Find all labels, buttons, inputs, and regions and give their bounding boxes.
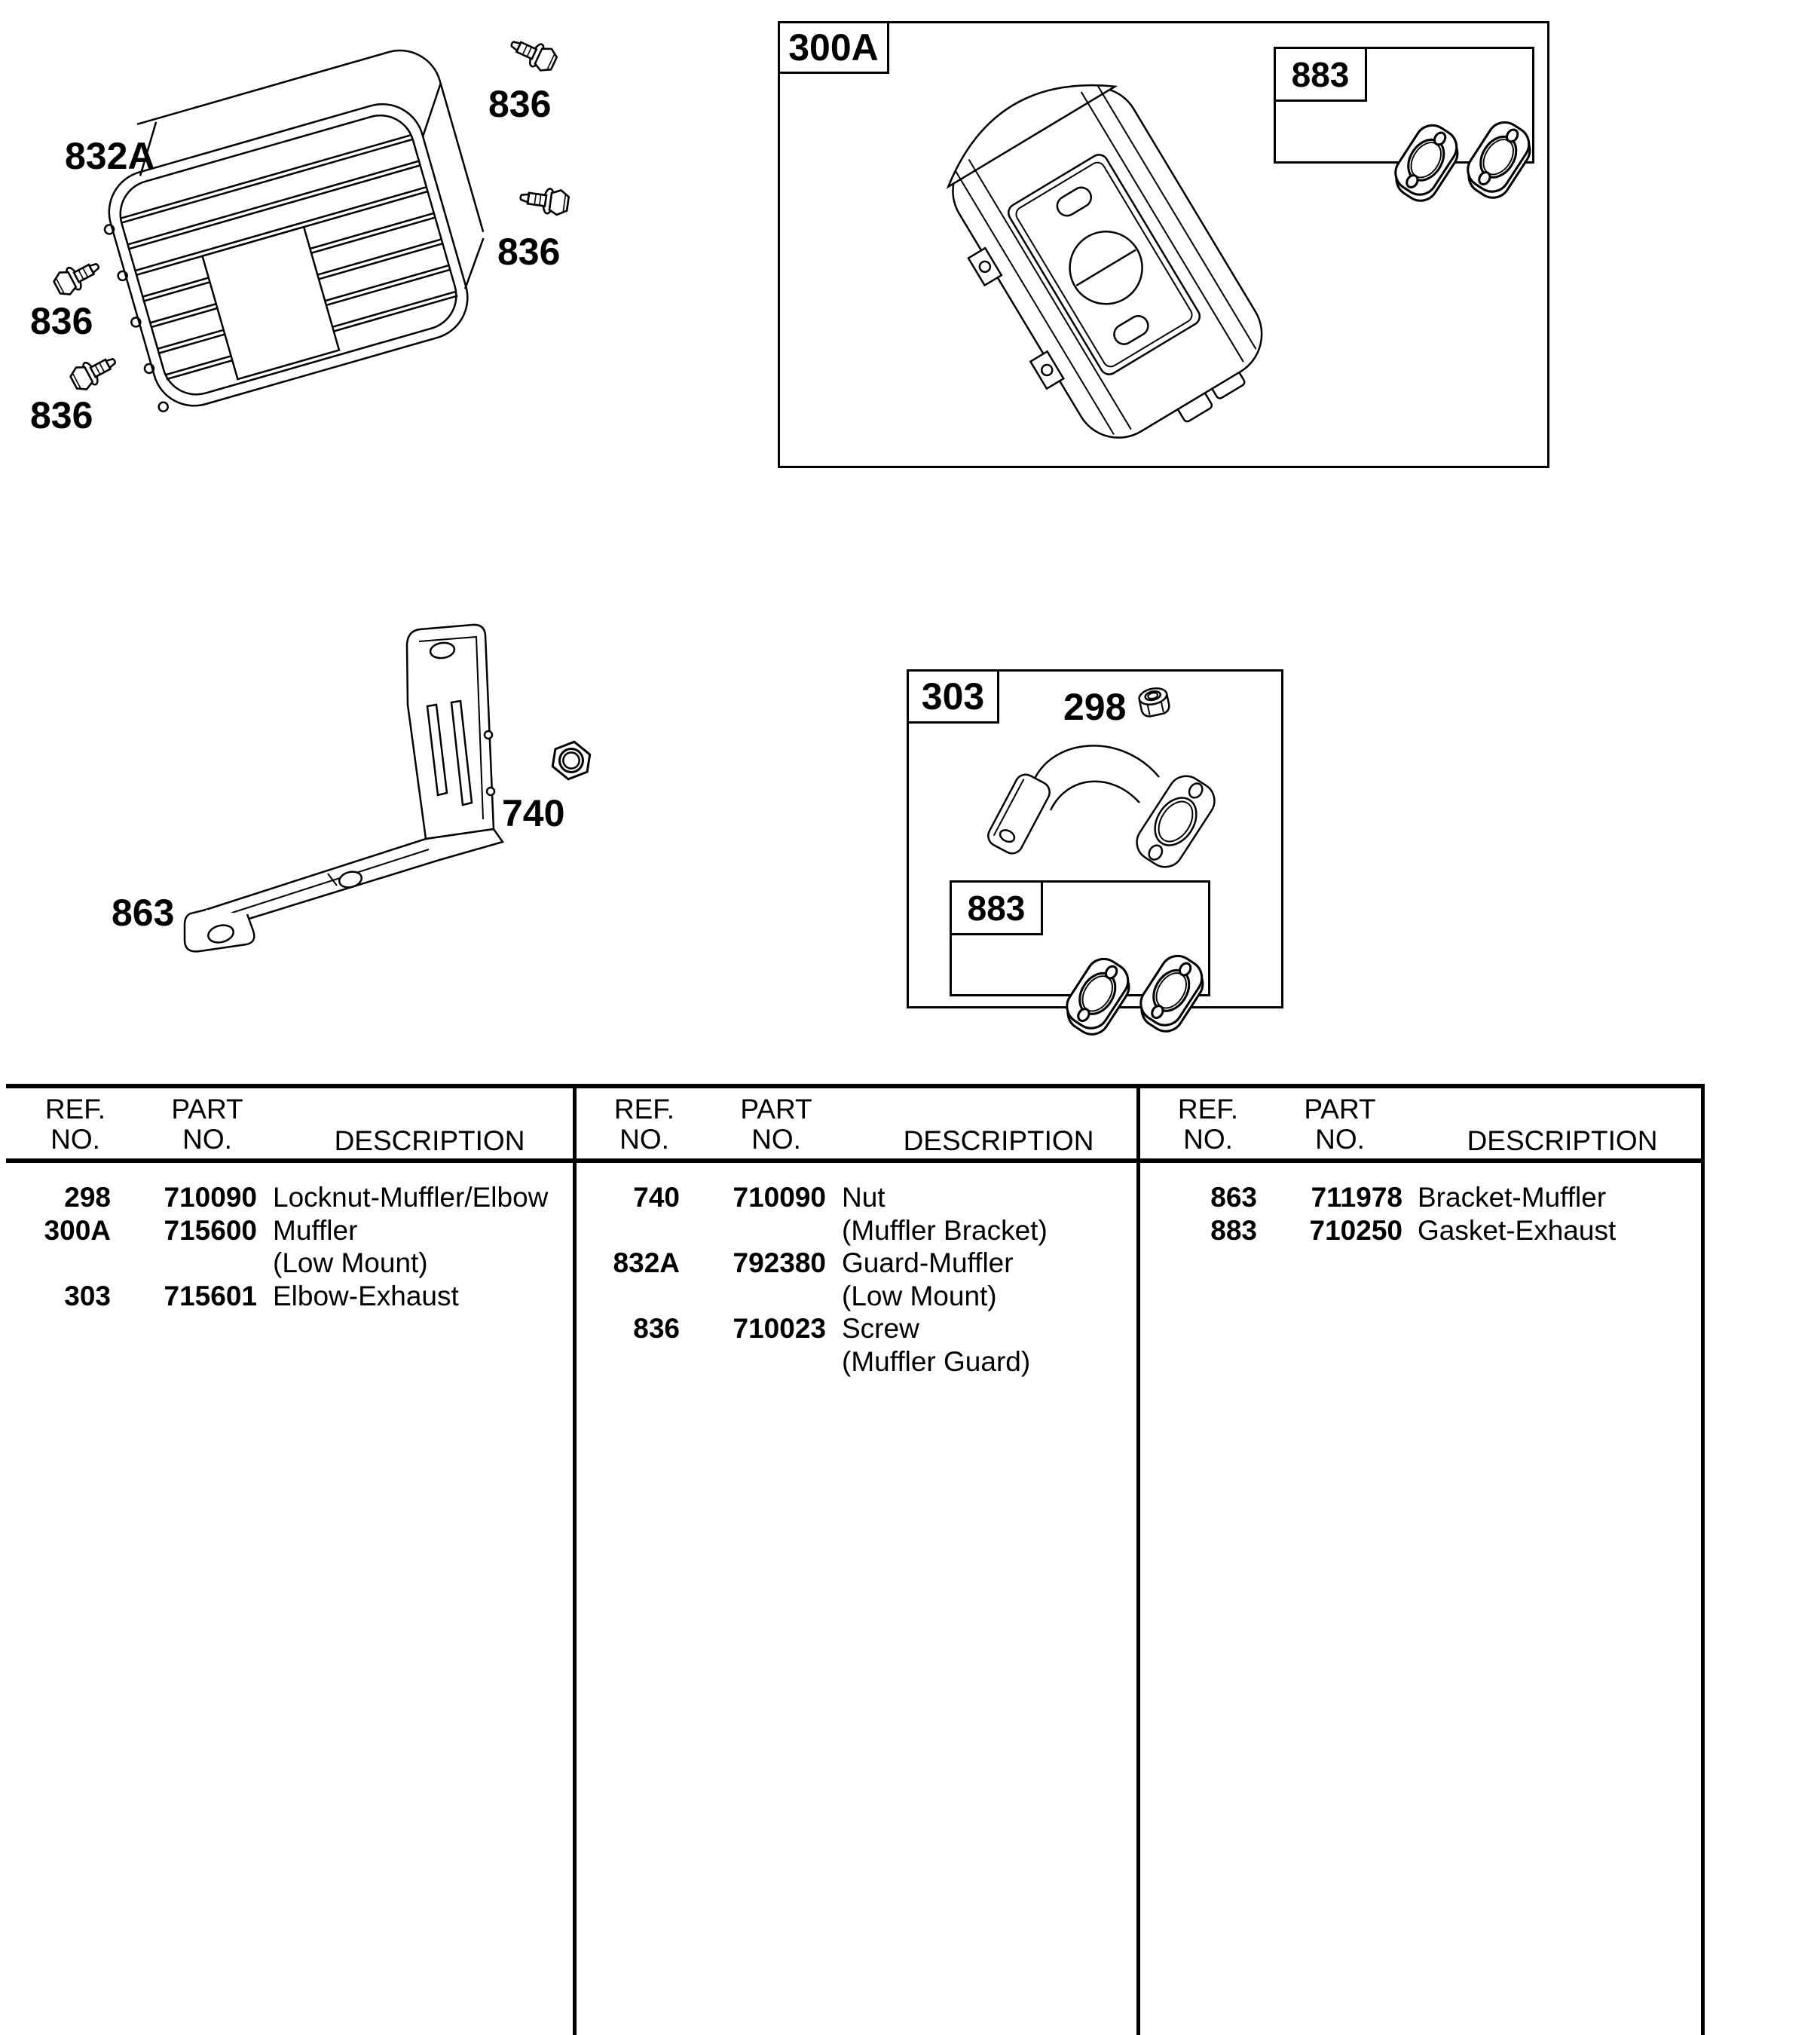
table-row	[1140, 1215, 1701, 1247]
cell-part-no: 711978	[1311, 1182, 1402, 1213]
cell-description: Nut	[842, 1182, 886, 1213]
cell-ref-no: 298	[64, 1182, 111, 1213]
column-header-ref: REF. NO.	[1177, 1094, 1239, 1155]
cell-description: Guard-Muffler	[842, 1247, 1014, 1278]
table-row	[577, 1182, 1136, 1214]
cell-description: Screw	[842, 1313, 919, 1344]
cell-description: (Muffler Bracket)	[842, 1214, 1048, 1246]
callout-screw-3: 836	[30, 300, 93, 342]
screw-icon	[501, 28, 564, 79]
table-header-section-1	[8, 1094, 573, 1162]
table-right-border	[1701, 1084, 1705, 2035]
cell-description: Elbow-Exhaust	[273, 1280, 459, 1311]
callout-bracket: 863	[112, 892, 175, 934]
cell-ref-no: 883	[1210, 1214, 1257, 1246]
table-header-section-2	[577, 1094, 1136, 1162]
cell-ref-no: 303	[64, 1280, 111, 1311]
table-row	[577, 1215, 1136, 1247]
callout-gasket-box-upper: 883	[1274, 47, 1367, 102]
table-section-2	[577, 1182, 1136, 2033]
cell-part-no: 710250	[1309, 1214, 1402, 1246]
column-header-description: DESCRIPTION	[1467, 1125, 1658, 1156]
cell-description: (Low Mount)	[842, 1280, 997, 1311]
column-header-part: PART NO.	[740, 1094, 812, 1155]
callout-elbow-box: 303	[907, 669, 999, 724]
cell-description: Bracket-Muffler	[1418, 1182, 1607, 1213]
cell-part-no: 715601	[164, 1280, 257, 1311]
cell-ref-no: 836	[633, 1313, 680, 1344]
table-top-rule	[6, 1084, 1703, 1088]
table-row	[577, 1313, 1136, 1345]
table-row	[1140, 1182, 1701, 1214]
cell-description: Gasket-Exhaust	[1418, 1214, 1617, 1246]
callout-guard: 832A	[65, 135, 155, 177]
column-header-part: PART NO.	[171, 1094, 243, 1155]
cell-part-no: 715600	[164, 1214, 257, 1246]
column-header-part: PART NO.	[1304, 1094, 1376, 1155]
muffler-guard-drawing	[72, 8, 482, 430]
callout-locknut: 298	[1063, 686, 1127, 728]
gasket-box-upper	[1274, 47, 1534, 164]
cell-ref-no: 863	[1210, 1182, 1257, 1213]
table-row	[577, 1281, 1136, 1313]
muffler-drawing	[893, 61, 1315, 466]
callout-gasket-box-lower: 883	[950, 880, 1043, 935]
cell-description: (Low Mount)	[273, 1247, 428, 1278]
cell-part-no: 710090	[733, 1182, 826, 1213]
table-row	[8, 1281, 573, 1313]
table-section-1	[8, 1182, 573, 2033]
elbow-box	[907, 669, 1283, 1008]
nut-icon	[548, 739, 595, 782]
cell-ref-no: 300A	[44, 1214, 111, 1246]
gasket-box-lower	[950, 880, 1210, 996]
column-header-description: DESCRIPTION	[903, 1125, 1094, 1156]
cell-description: Locknut-Muffler/Elbow	[273, 1182, 549, 1213]
cell-description: Muffler	[273, 1214, 358, 1246]
cell-description: (Muffler Guard)	[842, 1345, 1031, 1377]
table-row	[577, 1346, 1136, 1379]
locknut-icon	[1135, 684, 1174, 724]
elbow-drawing	[962, 733, 1256, 877]
cell-part-no: 710090	[164, 1182, 257, 1213]
cell-part-no: 792380	[733, 1247, 826, 1278]
column-header-description: DESCRIPTION	[334, 1125, 525, 1156]
callout-nut: 740	[502, 792, 565, 834]
table-row	[8, 1247, 573, 1280]
callout-muffler-box: 300A	[778, 21, 889, 74]
table-row	[8, 1215, 573, 1247]
callout-screw-4: 836	[30, 394, 93, 436]
table-row	[8, 1182, 573, 1214]
callout-screw-2: 836	[497, 231, 561, 273]
cell-ref-no: 740	[633, 1182, 680, 1213]
table-section-3	[1140, 1182, 1701, 2033]
muffler-box	[778, 21, 1549, 468]
callout-screw-1: 836	[488, 83, 552, 125]
column-header-ref: REF. NO.	[44, 1094, 106, 1155]
screw-icon	[514, 180, 574, 221]
table-header-section-3	[1140, 1094, 1701, 1162]
column-header-ref: REF. NO.	[613, 1094, 675, 1155]
table-row	[577, 1247, 1136, 1280]
cell-ref-no: 832A	[613, 1247, 680, 1278]
cell-part-no: 710023	[733, 1313, 826, 1344]
